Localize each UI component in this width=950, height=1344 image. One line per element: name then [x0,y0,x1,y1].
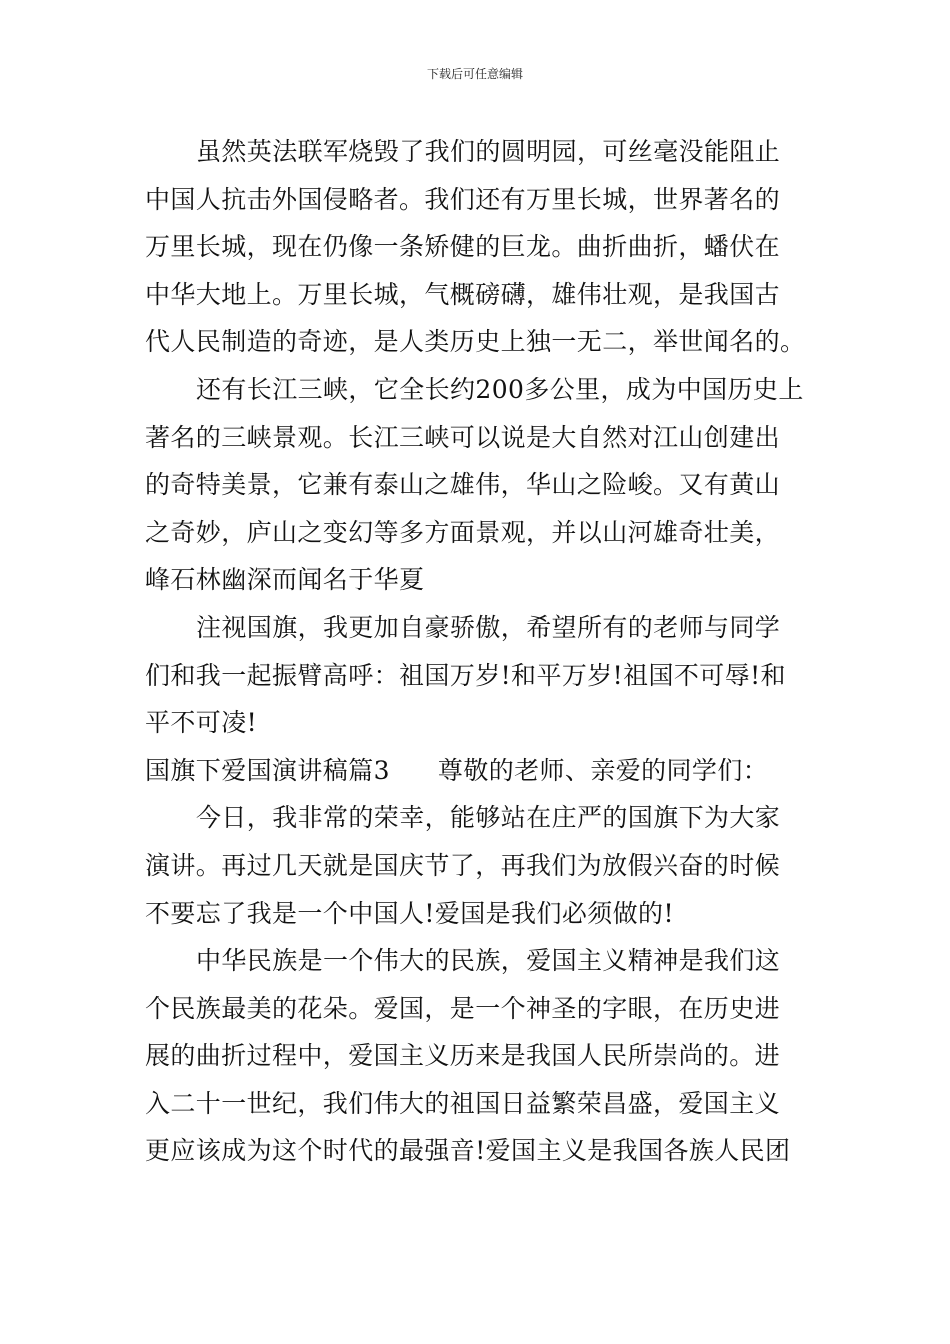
paragraph-line: 不要忘了我是一个中国人!爱国是我们必须做的! [145,898,674,928]
paragraph-line: 峰石林幽深而闻名于华夏 [145,565,425,595]
paragraph-line: 虽然英法联军烧毁了我们的圆明园，可丝毫没能阻止 [196,137,781,166]
paragraph-line: 中华大地上。万里长城，气概磅礴，雄伟壮观，是我国古 [145,279,781,309]
paragraph-line: 平不可凌! [145,708,258,738]
paragraph-line: 注视国旗，我更加自豪骄傲，希望所有的老师与同学 [196,612,781,642]
document-body [145,128,810,1175]
paragraph-line: 入二十一世纪，我们伟大的祖国日益繁荣昌盛，爱国主义 [145,1088,781,1118]
paragraph-line: 个民族最美的花朵。爱国，是一个神圣的字眼，在历史进 [145,993,781,1023]
paragraph-line: 之奇妙，庐山之变幻等多方面景观，并以山河雄奇壮美， [145,517,781,547]
paragraph-line: 的奇特美景，它兼有泰山之雄伟，华山之险峻。又有黄山 [145,470,781,500]
paragraph-line: 中国人抗击外国侵略者。我们还有万里长城，世界著名的 [145,184,781,214]
paragraph-line: 著名的三峡景观。长江三峡可以说是大自然对江山创建出 [145,422,781,452]
paragraph-line: 今日，我非常的荣幸，能够站在庄严的国旗下为大家 [196,803,781,833]
paragraph-line: 中华民族是一个伟大的民族，爱国主义精神是我们这 [196,946,781,976]
paragraph-line: 更应该成为这个时代的最强音!爱国主义是我国各族人民团 [145,1136,791,1166]
paragraph-line: 还有长江三峡，它全长约200多公里，成为中国历史上 [196,374,804,404]
section-title: 国旗下爱国演讲稿篇3 [145,755,390,785]
paragraph-line: 演讲。再过几天就是国庆节了，再我们为放假兴奋的时候 [145,850,781,880]
paragraph-line: 万里长城，现在仍像一条矫健的巨龙。曲折曲折，蟠伏在 [145,232,781,262]
paragraph-line: 代人民制造的奇迹，是人类历史上独一无二，举世闻名的。 [145,327,806,357]
section-salutation: 尊敬的老师、亲爱的同学们： [437,755,769,785]
paragraph-line: 展的曲折过程中，爱国主义历来是我国人民所崇尚的。进 [145,1041,781,1071]
section-heading [145,747,810,795]
header-note: 下载后可任意编辑 [426,67,523,81]
paragraph-line: 们和我一起振臂高呼：祖国万岁!和平万岁!祖国不可辱!和 [145,660,786,690]
